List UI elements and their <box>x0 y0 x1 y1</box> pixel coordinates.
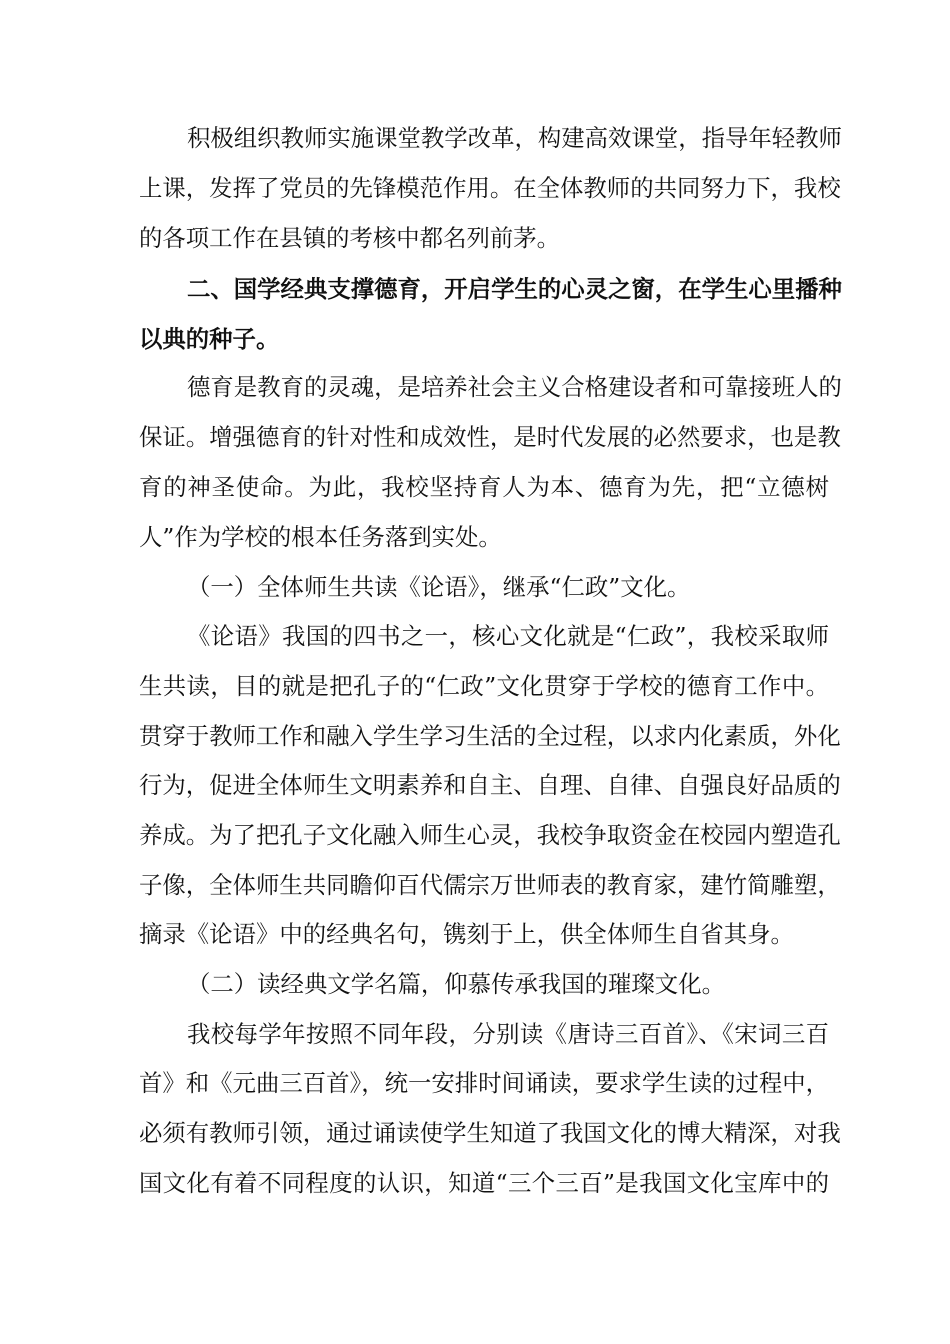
paragraph-line: 子像，全体师生共同瞻仰百代儒宗万世师表的教育家，建竹简雕塑， <box>139 871 841 899</box>
paragraph-line: 育的神圣使命。为此，我校坚持育人为本、德育为先，把“立德树 <box>139 473 829 501</box>
paragraph-line: 必须有教师引领，通过诵读使学生知道了我国文化的博大精深，对我 <box>139 1119 841 1147</box>
paragraph-line: 我校每学年按照不同年段，分别读《唐诗三百首》、《宋词三百 <box>187 1020 829 1048</box>
paragraph-line: 贯穿于教师工作和融入学生学习生活的全过程，以求内化素质，外化 <box>139 722 841 750</box>
subheading-line: （二）读经典文学名篇，仰慕传承我国的璀璨文化。 <box>187 970 725 998</box>
paragraph-line: 摘录《论语》中的经典名句，镌刻于上，供全体师生自省其身。 <box>139 920 794 948</box>
subheading-line: （一）全体师生共读《论语》，继承“仁政”文化。 <box>187 573 691 601</box>
paragraph-line: 《论语》我国的四书之一，核心文化就是“仁政”，我校采取师 <box>187 622 829 650</box>
paragraph-line: 的各项工作在县镇的考核中都名列前茅。 <box>139 224 561 252</box>
paragraph-line: 人”作为学校的根本任务落到实处。 <box>139 523 502 551</box>
paragraph-line: 养成。为了把孔子文化融入师生心灵，我校争取资金在校园内塑造孔 <box>139 821 841 849</box>
paragraph-line: 首》和《元曲三百首》，统一安排时间诵读，要求学生读的过程中， <box>139 1069 830 1097</box>
paragraph-line: 生共读，目的就是把孔子的“仁政”文化贯穿于学校的德育工作中。 <box>139 672 829 700</box>
paragraph-line: 德育是教育的灵魂，是培养社会主义合格建设者和可靠接班人的 <box>187 373 842 401</box>
paragraph-line: 上课，发挥了党员的先锋模范作用。在全体教师的共同努力下，我校 <box>139 174 841 202</box>
paragraph-line: 积极组织教师实施课堂教学改革，构建高效课堂，指导年轻教师 <box>187 124 842 152</box>
section-heading-line: 二、国学经典支撑德育，开启学生的心灵之窗，在学生心里播种 <box>187 275 842 303</box>
paragraph-line: 国文化有着不同程度的认识，知道“三个三百”是我国文化宝库中的 <box>139 1169 829 1197</box>
paragraph-line: 行为，促进全体师生文明素养和自主、自理、自律、自强良好品质的 <box>139 771 841 799</box>
section-heading-line: 以典的种子。 <box>139 325 280 353</box>
paragraph-line: 保证。增强德育的针对性和成效性，是时代发展的必然要求，也是教 <box>139 423 841 451</box>
